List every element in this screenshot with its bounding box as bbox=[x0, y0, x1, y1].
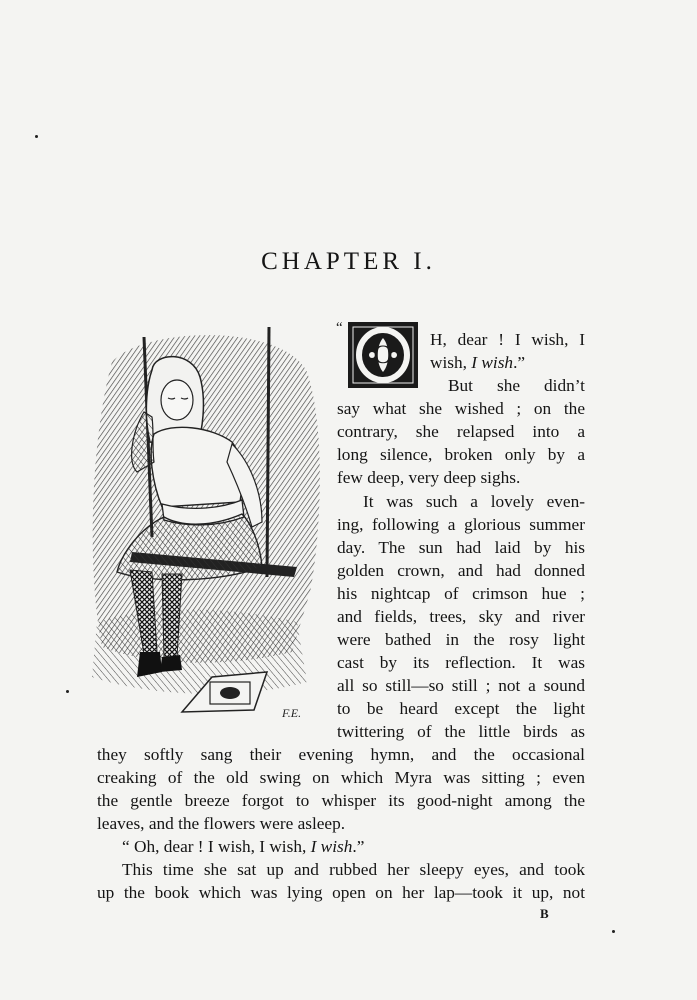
artist-mark: F.E. bbox=[282, 706, 302, 720]
opening-quote: “ bbox=[336, 320, 343, 336]
text-line: all so still—so still ; not a sound bbox=[337, 676, 585, 695]
scan-speck bbox=[35, 135, 38, 138]
text-line: H, dear ! I wish, I bbox=[430, 330, 585, 349]
text-line: creaking of the old swing on which Myra was sitting ; even bbox=[97, 768, 585, 787]
text-line: cast by its reflection. It was bbox=[337, 653, 585, 672]
text-line: This time she sat up and rubbed her sleepy eyes, and took bbox=[122, 860, 585, 879]
text-line: long silence, broken only by a bbox=[337, 445, 585, 464]
chapter-title: CHAPTER I. bbox=[261, 248, 436, 275]
text-line: they softly sang their evening hymn, and the occasional bbox=[97, 745, 585, 764]
text-line: say what she wished ; on the bbox=[337, 399, 585, 418]
scan-speck bbox=[66, 690, 69, 693]
text-line: up the book which was lying open on her lap—took it up, not bbox=[97, 883, 585, 902]
text-line: leaves, and the flowers were asleep. bbox=[97, 814, 346, 833]
decorated-drop-cap bbox=[348, 322, 418, 388]
text-line: wish, I wish.” bbox=[430, 353, 526, 372]
text-line: and fields, trees, sky and river bbox=[337, 607, 585, 626]
scan-speck bbox=[612, 930, 615, 933]
text-line: were bathed in the rosy light bbox=[337, 630, 585, 649]
signature-mark: B bbox=[540, 906, 549, 921]
girl-on-swing-illustration bbox=[82, 322, 332, 737]
text-line: It was such a lovely even- bbox=[363, 492, 585, 511]
text-line: golden crown, and had donned bbox=[337, 561, 585, 580]
text-line: his nightcap of crimson hue ; bbox=[337, 584, 585, 603]
text-line: few deep, very deep sighs. bbox=[337, 468, 521, 487]
text-line: “ Oh, dear ! I wish, I wish, I wish.” bbox=[122, 837, 365, 856]
text-line: ing, following a glorious summer bbox=[337, 515, 585, 534]
drop-cap-letter: O bbox=[373, 340, 393, 369]
text-line: to be heard except the light bbox=[337, 699, 585, 718]
text-line: contrary, she relapsed into a bbox=[337, 422, 585, 441]
text-line: twittering of the little birds as bbox=[337, 722, 585, 741]
text-line: the gentle breeze forgot to whisper its good-night among the bbox=[97, 791, 585, 810]
text-line: But she didn’t bbox=[448, 376, 585, 395]
text-line: day. The sun had laid by his bbox=[337, 538, 585, 557]
